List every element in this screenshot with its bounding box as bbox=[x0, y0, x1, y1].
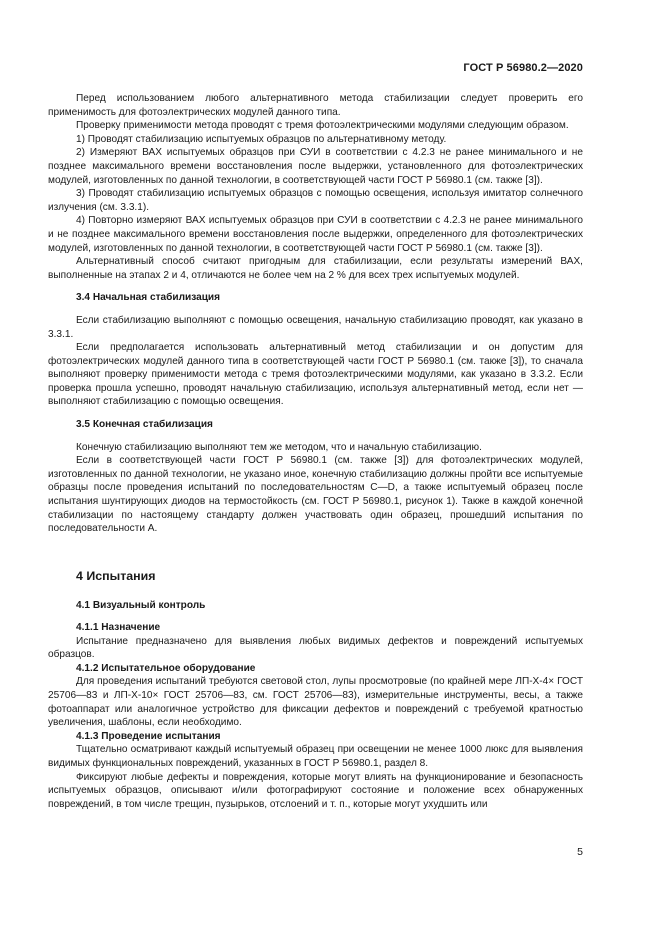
section-heading-4-1-3: 4.1.3 Проведение испытания bbox=[76, 730, 221, 742]
paragraph: Для проведения испытаний требуются световой стол, лупы просмотровые (по крайней мере ЛП-Х-4× ГОСТ 25706—83 и ЛП-Х-10× ГОСТ 25706—83, см. ГОСТ 25706—83), измерительные инструменты, весы, а также фотоаппарат или аналогичное устройство для фиксации дефектов и повреждений с требуемой кратностью увеличения, шаблоны, если необходимо. bbox=[48, 676, 583, 729]
paragraph: Если в соответствующей части ГОСТ Р 56980.1 (см. также [3]) для фотоэлектрических модулей, изготовленных по данной технологии, не указано иное, конечную стабилизацию должны пройти все испытуемые образцы после проведения испытаний по последовательностям C—D, а также испытуемый образец после испытания шунтирующих диодов на термостойкость (см. ГОСТ Р 56980.1, рисунок 1). Также в каждой конечной стабилизации по настоящему стандарту должен участвовать один образец, прошедший испытания по последовательности А. bbox=[48, 455, 583, 535]
section-heading-4-1-1: 4.1.1 Назначение bbox=[76, 622, 161, 633]
paragraph: Фиксируют любые дефекты и повреждения, которые могут влиять на функционирование и безопасность испытуемых образцов, описывают и/или фотографируют состояние и положение всех обнаруженных повреждений, в том числе трещин, пузырьков, отслоений и т. п., которые могут ухудшить или bbox=[48, 771, 583, 810]
list-item: 3) Проводят стабилизацию испытуемых образцов с помощью освещения, используя имитатор солнечного излучения (см. 3.3.1). bbox=[48, 188, 583, 213]
paragraph: Перед использованием любого альтернативного метода стабилизации следует проверить его применимость для фотоэлектрических модулей данного типа. bbox=[48, 93, 583, 118]
paragraph: Конечную стабилизацию выполняют тем же методом, что и начальную стабилизацию. bbox=[76, 441, 482, 453]
paragraph: Если стабилизацию выполняют с помощью освещения, начальную стабилизацию проводят, как указано в 3.3.1. bbox=[48, 314, 583, 340]
document-body bbox=[48, 92, 583, 811]
page-number: 5 bbox=[577, 846, 583, 858]
paragraph: Проверку применимости метода проводят с тремя фотоэлектрическими модулями следующим образом. bbox=[76, 120, 569, 132]
list-item: 1) Проводят стабилизацию испытуемых образцов по альтернативному методу. bbox=[76, 133, 447, 145]
document-header-id: ГОСТ Р 56980.2—2020 bbox=[463, 62, 583, 74]
chapter-heading-4: 4 Испытания bbox=[76, 568, 156, 583]
section-heading-3-5: 3.5 Конечная стабилизация bbox=[76, 419, 213, 431]
paragraph: Испытание предназначено для выявления любых видимых дефектов и повреждений испытуемых образцов. bbox=[48, 635, 583, 661]
section-heading-4-1-2: 4.1.2 Испытательное оборудование bbox=[76, 662, 256, 674]
paragraph: Тщательно осматривают каждый испытуемый образец при освещении не менее 1000 люкс для выявления видимых функциональных повреждений, указанных в ГОСТ Р 56980.1, раздел 8. bbox=[48, 744, 583, 769]
list-item: 4) Повторно измеряют ВАХ испытуемых образцов при СУИ в соответствии с 4.2.3 не ранее минимального и не позднее максимального времени восстановления после выдержки, определенного для фотоэлектрических модулей, изготовленных по данной технологии, в соответствующей части ГОСТ Р 56980.1 (см. также [3]). bbox=[48, 215, 583, 254]
section-heading-4-1: 4.1 Визуальный контроль bbox=[76, 600, 206, 612]
list-item: 2) Измеряют ВАХ испытуемых образцов при СУИ в соответствии с 4.2.3 не ранее минимального и не позднее максимального времени восстановления после выдержки, установленного для фотоэлектрических модулей, изготовленных по данной технологии, в соответствующей части ГОСТ Р 56980.1 (см. также [3]). bbox=[48, 147, 583, 186]
paragraph: Альтернативный способ считают пригодным для стабилизации, если результаты измерений ВАХ, выполненные на этапах 2 и 4, отличаются не более чем на 2 % для всех трех испытуемых модулей. bbox=[48, 256, 583, 281]
paragraph: Если предполагается использовать альтернативный метод стабилизации и он допустим для фотоэлектрических модулей данного типа в соответствующей части ГОСТ Р 56980.1 (см. также [3]), то сначала выполняют проверку применимости метода с тремя фотоэлектрическими модулями, как указано в 3.3.2. Если проверка прошла успешно, проводят начальную стабилизацию, используя альтернативный метод, если нет — выполняют стабилизацию с помощью освещения. bbox=[48, 342, 583, 408]
section-heading-3-4: 3.4 Начальная стабилизация bbox=[76, 292, 221, 304]
